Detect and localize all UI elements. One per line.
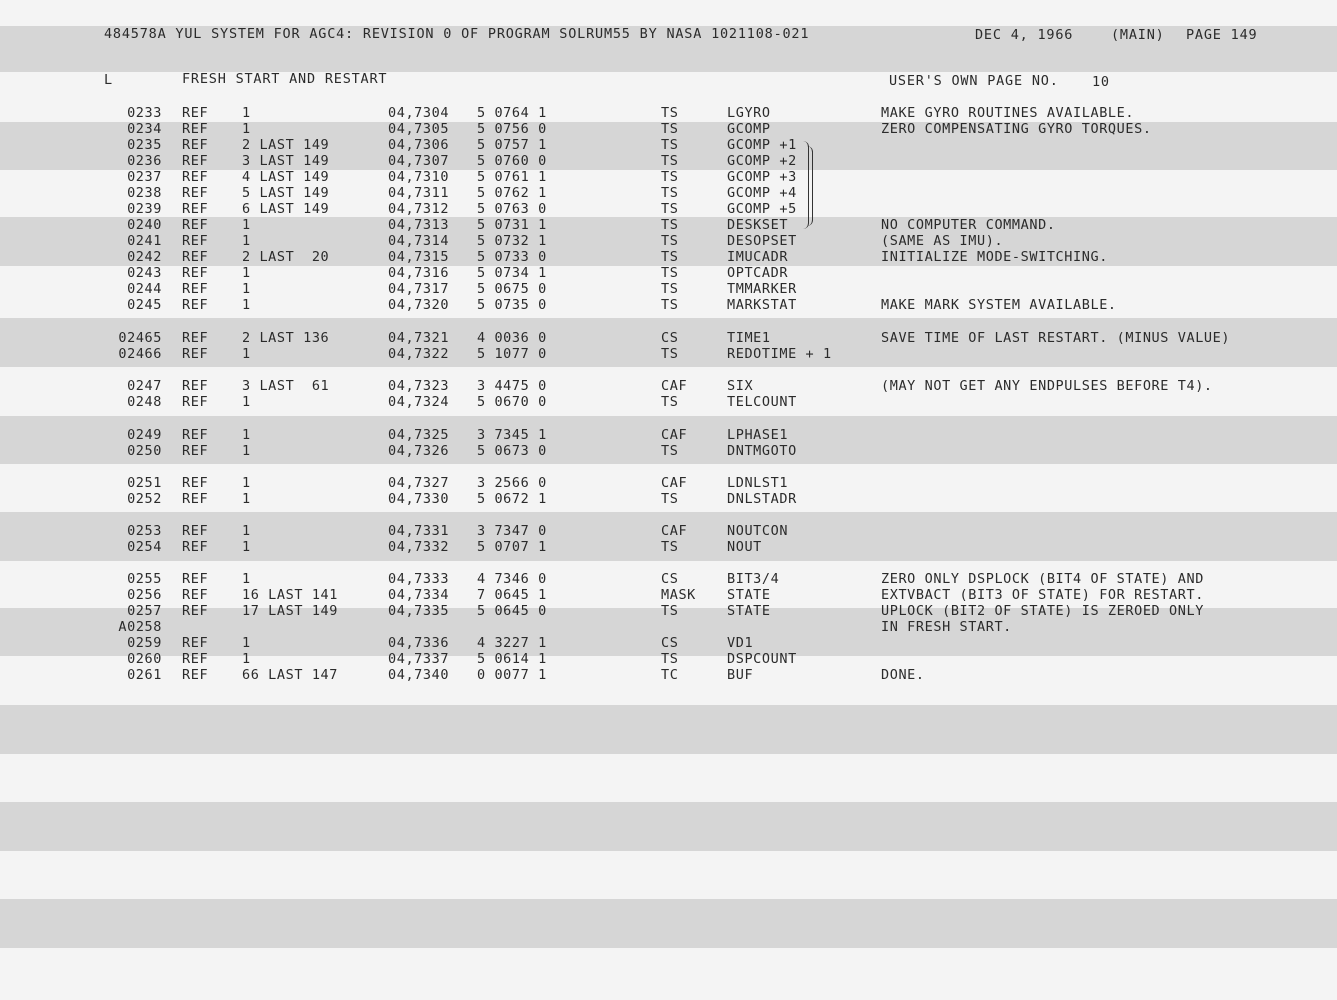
opcode: TS xyxy=(661,651,679,667)
address: 04,7312 xyxy=(388,201,450,217)
ref-info: 17 LAST 149 xyxy=(242,603,339,619)
address: 04,7321 xyxy=(388,330,450,346)
ref-info: 1 xyxy=(242,491,251,507)
subheader-title: FRESH START AND RESTART xyxy=(182,71,388,87)
address: 04,7335 xyxy=(388,603,450,619)
ref-keyword: REF xyxy=(182,523,209,539)
address: 04,7323 xyxy=(388,378,450,394)
address: 04,7332 xyxy=(388,539,450,555)
machine-code: 5 1077 0 xyxy=(477,346,547,362)
opcode: TS xyxy=(661,233,679,249)
ref-keyword: REF xyxy=(182,185,209,201)
ref-keyword: REF xyxy=(182,539,209,555)
ref-keyword: REF xyxy=(182,121,209,137)
opcode: TS xyxy=(661,265,679,281)
operand: IMUCADR xyxy=(727,249,789,265)
ref-info: 1 xyxy=(242,394,251,410)
address: 04,7340 xyxy=(388,667,450,683)
ref-info: 5 LAST 149 xyxy=(242,185,330,201)
line-number: 0261 xyxy=(127,667,162,683)
ref-info: 2 LAST 20 xyxy=(242,249,330,265)
address: 04,7311 xyxy=(388,185,450,201)
operand: STATE xyxy=(727,603,771,619)
operand: LGYRO xyxy=(727,105,771,121)
machine-code: 7 0645 1 xyxy=(477,587,547,603)
ref-keyword: REF xyxy=(182,635,209,651)
ref-keyword: REF xyxy=(182,105,209,121)
machine-code: 5 0707 1 xyxy=(477,539,547,555)
address: 04,7331 xyxy=(388,523,450,539)
operand: GCOMP +3 xyxy=(727,169,797,185)
machine-code: 4 3227 1 xyxy=(477,635,547,651)
operand: DESOPSET xyxy=(727,233,797,249)
line-number: 0251 xyxy=(127,475,162,491)
line-number: 0260 xyxy=(127,651,162,667)
users-page-number: 10 xyxy=(1092,74,1110,90)
opcode: TS xyxy=(661,217,679,233)
ref-keyword: REF xyxy=(182,233,209,249)
ref-keyword: REF xyxy=(182,297,209,313)
operand: SIX xyxy=(727,378,754,394)
ref-keyword: REF xyxy=(182,603,209,619)
comment: (SAME AS IMU). xyxy=(881,233,1004,249)
ref-keyword: REF xyxy=(182,346,209,362)
opcode: TS xyxy=(661,169,679,185)
comment: UPLOCK (BIT2 OF STATE) IS ZEROED ONLY xyxy=(881,603,1204,619)
address: 04,7320 xyxy=(388,297,450,313)
machine-code: 5 0763 0 xyxy=(477,201,547,217)
machine-code: 4 7346 0 xyxy=(477,571,547,587)
operand: BIT3/4 xyxy=(727,571,780,587)
line-number: 0241 xyxy=(127,233,162,249)
operand: LPHASE1 xyxy=(727,427,789,443)
ref-keyword: REF xyxy=(182,217,209,233)
ref-keyword: REF xyxy=(182,153,209,169)
machine-code: 5 0672 1 xyxy=(477,491,547,507)
operand: GCOMP +2 xyxy=(727,153,797,169)
operand: TELCOUNT xyxy=(727,394,797,410)
line-number: 0248 xyxy=(127,394,162,410)
ref-info: 1 xyxy=(242,121,251,137)
operand: BUF xyxy=(727,667,754,683)
comment: EXTVBACT (BIT3 OF STATE) FOR RESTART. xyxy=(881,587,1204,603)
address: 04,7326 xyxy=(388,443,450,459)
machine-code: 3 7347 0 xyxy=(477,523,547,539)
header-section: (MAIN) xyxy=(1111,27,1165,43)
opcode: TC xyxy=(661,667,679,683)
address: 04,7317 xyxy=(388,281,450,297)
operand: VD1 xyxy=(727,635,754,651)
opcode: TS xyxy=(661,249,679,265)
line-number: 0234 xyxy=(127,121,162,137)
machine-code: 5 0614 1 xyxy=(477,651,547,667)
ref-info: 3 LAST 149 xyxy=(242,153,330,169)
comment: ZERO ONLY DSPLOCK (BIT4 OF STATE) AND xyxy=(881,571,1204,587)
opcode: TS xyxy=(661,297,679,313)
users-page-label: USER'S OWN PAGE NO. xyxy=(889,73,1059,89)
machine-code: 5 0734 1 xyxy=(477,265,547,281)
comment: DONE. xyxy=(881,667,925,683)
machine-code: 4 0036 0 xyxy=(477,330,547,346)
ref-info: 1 xyxy=(242,281,251,297)
operand: GCOMP +5 xyxy=(727,201,797,217)
ref-keyword: REF xyxy=(182,427,209,443)
opcode: TS xyxy=(661,491,679,507)
machine-code: 5 0735 0 xyxy=(477,297,547,313)
operand: GCOMP +1 xyxy=(727,137,797,153)
address: 04,7304 xyxy=(388,105,450,121)
ref-keyword: REF xyxy=(182,491,209,507)
ref-keyword: REF xyxy=(182,137,209,153)
machine-code: 5 0645 0 xyxy=(477,603,547,619)
line-number: 0233 xyxy=(127,105,162,121)
machine-code: 3 4475 0 xyxy=(477,378,547,394)
ref-keyword: REF xyxy=(182,265,209,281)
paper-band xyxy=(0,705,1337,754)
machine-code: 5 0673 0 xyxy=(477,443,547,459)
operand: MARKSTAT xyxy=(727,297,797,313)
ref-keyword: REF xyxy=(182,394,209,410)
operand: TIME1 xyxy=(727,330,771,346)
opcode: TS xyxy=(661,153,679,169)
line-number: 0247 xyxy=(127,378,162,394)
subheader-column-l: L xyxy=(104,72,113,88)
ref-info: 1 xyxy=(242,539,251,555)
opcode: TS xyxy=(661,105,679,121)
machine-code: 5 0733 0 xyxy=(477,249,547,265)
ref-info: 1 xyxy=(242,346,251,362)
line-number: 0239 xyxy=(127,201,162,217)
opcode: CS xyxy=(661,571,679,587)
ref-info: 1 xyxy=(242,105,251,121)
address: 04,7307 xyxy=(388,153,450,169)
line-number: 0243 xyxy=(127,265,162,281)
address: 04,7330 xyxy=(388,491,450,507)
paper-band xyxy=(0,802,1337,851)
operand: OPTCADR xyxy=(727,265,789,281)
opcode: CAF xyxy=(661,427,688,443)
ref-info: 4 LAST 149 xyxy=(242,169,330,185)
machine-code: 5 0762 1 xyxy=(477,185,547,201)
line-number: 0238 xyxy=(127,185,162,201)
ref-info: 1 xyxy=(242,427,251,443)
address: 04,7327 xyxy=(388,475,450,491)
address: 04,7324 xyxy=(388,394,450,410)
ref-info: 16 LAST 141 xyxy=(242,587,339,603)
ref-keyword: REF xyxy=(182,571,209,587)
comment: MAKE MARK SYSTEM AVAILABLE. xyxy=(881,297,1117,313)
operand: DNLSTADR xyxy=(727,491,797,507)
ref-keyword: REF xyxy=(182,378,209,394)
ref-keyword: REF xyxy=(182,169,209,185)
line-number: 0237 xyxy=(127,169,162,185)
opcode: TS xyxy=(661,121,679,137)
opcode: TS xyxy=(661,201,679,217)
ref-info: 3 LAST 61 xyxy=(242,378,330,394)
line-number: 0242 xyxy=(127,249,162,265)
address: 04,7337 xyxy=(388,651,450,667)
address: 04,7306 xyxy=(388,137,450,153)
ref-info: 6 LAST 149 xyxy=(242,201,330,217)
opcode: CS xyxy=(661,330,679,346)
ref-info: 1 xyxy=(242,523,251,539)
machine-code: 5 0731 1 xyxy=(477,217,547,233)
address: 04,7305 xyxy=(388,121,450,137)
ref-info: 1 xyxy=(242,571,251,587)
comment: NO COMPUTER COMMAND. xyxy=(881,217,1056,233)
line-number: 0240 xyxy=(127,217,162,233)
comment: SAVE TIME OF LAST RESTART. (MINUS VALUE) xyxy=(881,330,1231,346)
machine-code: 5 0756 0 xyxy=(477,121,547,137)
address: 04,7310 xyxy=(388,169,450,185)
comment: IN FRESH START. xyxy=(881,619,1012,635)
ref-keyword: REF xyxy=(182,587,209,603)
line-number: 0257 xyxy=(127,603,162,619)
ref-info: 1 xyxy=(242,265,251,281)
machine-code: 5 0757 1 xyxy=(477,137,547,153)
ref-info: 66 LAST 147 xyxy=(242,667,339,683)
operand: GCOMP +4 xyxy=(727,185,797,201)
line-number: 0252 xyxy=(127,491,162,507)
comment: MAKE GYRO ROUTINES AVAILABLE. xyxy=(881,105,1135,121)
operand: TMMARKER xyxy=(727,281,797,297)
line-number: 0254 xyxy=(127,539,162,555)
opcode: TS xyxy=(661,394,679,410)
line-number: 0259 xyxy=(127,635,162,651)
operand: DESKSET xyxy=(727,217,789,233)
machine-code: 5 0675 0 xyxy=(477,281,547,297)
machine-code: 5 0761 1 xyxy=(477,169,547,185)
line-number: 0255 xyxy=(127,571,162,587)
comment: ZERO COMPENSATING GYRO TORQUES. xyxy=(881,121,1152,137)
opcode: CAF xyxy=(661,523,688,539)
ref-keyword: REF xyxy=(182,281,209,297)
machine-code: 5 0670 0 xyxy=(477,394,547,410)
opcode: TS xyxy=(661,346,679,362)
address: 04,7313 xyxy=(388,217,450,233)
ref-keyword: REF xyxy=(182,667,209,683)
line-number: 0250 xyxy=(127,443,162,459)
ref-keyword: REF xyxy=(182,443,209,459)
ref-info: 1 xyxy=(242,475,251,491)
address: 04,7336 xyxy=(388,635,450,651)
opcode: TS xyxy=(661,539,679,555)
operand: DNTMGOTO xyxy=(727,443,797,459)
comment: INITIALIZE MODE-SWITCHING. xyxy=(881,249,1108,265)
ref-keyword: REF xyxy=(182,249,209,265)
machine-code: 0 0077 1 xyxy=(477,667,547,683)
handwritten-bracket xyxy=(806,146,813,226)
paper-band xyxy=(0,899,1337,948)
ref-keyword: REF xyxy=(182,201,209,217)
line-number: 0249 xyxy=(127,427,162,443)
header-date: DEC 4, 1966 xyxy=(975,27,1074,43)
address: 04,7325 xyxy=(388,427,450,443)
address: 04,7315 xyxy=(388,249,450,265)
ref-keyword: REF xyxy=(182,330,209,346)
machine-code: 3 7345 1 xyxy=(477,427,547,443)
opcode: TS xyxy=(661,185,679,201)
operand: NOUTCON xyxy=(727,523,789,539)
ref-info: 2 LAST 149 xyxy=(242,137,330,153)
line-number: 0236 xyxy=(127,153,162,169)
line-number: 0256 xyxy=(127,587,162,603)
opcode: CAF xyxy=(661,475,688,491)
opcode: TS xyxy=(661,137,679,153)
machine-code: 3 2566 0 xyxy=(477,475,547,491)
line-number: 0245 xyxy=(127,297,162,313)
operand: GCOMP xyxy=(727,121,771,137)
ref-info: 1 xyxy=(242,233,251,249)
opcode: CAF xyxy=(661,378,688,394)
ref-info: 1 xyxy=(242,297,251,313)
opcode: TS xyxy=(661,603,679,619)
header-program-line: 484578A YUL SYSTEM FOR AGC4: REVISION 0 OF PROGRAM SOLRUM55 BY NASA 1021108-021 xyxy=(104,26,810,42)
ref-keyword: REF xyxy=(182,475,209,491)
address: 04,7334 xyxy=(388,587,450,603)
line-number: 0253 xyxy=(127,523,162,539)
ref-info: 1 xyxy=(242,651,251,667)
line-number: A0258 xyxy=(118,619,162,635)
operand: LDNLST1 xyxy=(727,475,789,491)
ref-info: 1 xyxy=(242,443,251,459)
line-number: 02465 xyxy=(118,330,162,346)
operand: NOUT xyxy=(727,539,762,555)
ref-info: 1 xyxy=(242,635,251,651)
line-number: 0235 xyxy=(127,137,162,153)
operand: REDOTIME + 1 xyxy=(727,346,832,362)
opcode: TS xyxy=(661,443,679,459)
line-number: 0244 xyxy=(127,281,162,297)
operand: STATE xyxy=(727,587,771,603)
opcode: CS xyxy=(661,635,679,651)
opcode: MASK xyxy=(661,587,696,603)
ref-keyword: REF xyxy=(182,651,209,667)
address: 04,7314 xyxy=(388,233,450,249)
machine-code: 5 0764 1 xyxy=(477,105,547,121)
address: 04,7316 xyxy=(388,265,450,281)
machine-code: 5 0732 1 xyxy=(477,233,547,249)
opcode: TS xyxy=(661,281,679,297)
ref-info: 2 LAST 136 xyxy=(242,330,330,346)
line-number: 02466 xyxy=(118,346,162,362)
comment: (MAY NOT GET ANY ENDPULSES BEFORE T4). xyxy=(881,378,1213,394)
header-page-number: PAGE 149 xyxy=(1186,27,1258,43)
operand: DSPCOUNT xyxy=(727,651,797,667)
machine-code: 5 0760 0 xyxy=(477,153,547,169)
ref-info: 1 xyxy=(242,217,251,233)
address: 04,7322 xyxy=(388,346,450,362)
address: 04,7333 xyxy=(388,571,450,587)
